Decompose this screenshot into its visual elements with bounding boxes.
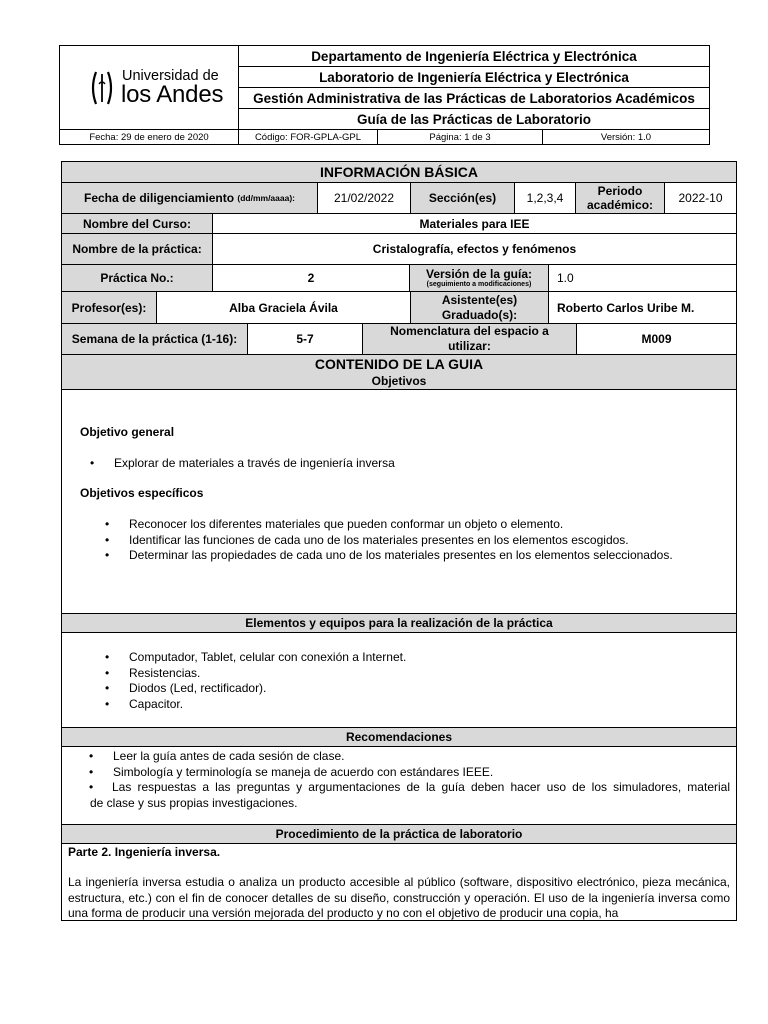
course-label: Nombre del Curso: xyxy=(61,213,213,234)
professor-value: Alba Graciela Ávila xyxy=(156,291,411,324)
space-value: M009 xyxy=(576,323,737,355)
part2-paragraph: La ingeniería inversa estudia o analiza un producto accesible al público (software, dispositivo electrónico, pieza mecánica, estructura, etc.) con el fin de conocer detalles de su diseño, construcción y operación. El uso de la ingeniería inversa como una forma de producir una versión mejorada del producto y no con el objetivo de producir una copia, ha xyxy=(68,875,730,920)
equipment-title: Elementos y equipos para la realización de la práctica xyxy=(61,613,737,633)
practice-name-label: Nombre de la práctica: xyxy=(61,233,213,265)
sections-value: 1,2,3,4 xyxy=(514,182,576,214)
header-department: Departamento de Ingeniería Eléctrica y Electrónica xyxy=(238,45,710,67)
part2-title: Parte 2. Ingeniería inversa. xyxy=(68,845,221,859)
specific-objectives-title: Objetivos específicos xyxy=(80,486,204,500)
list-item: • Determinar las propiedades de cada uno de los materiales presentes en los elementos seleccionados. xyxy=(129,548,729,564)
procedure-title: Procedimiento de la práctica de laboratorio xyxy=(61,824,737,844)
period-label: Periodo académico: xyxy=(575,182,665,214)
sections-label: Sección(es) xyxy=(410,182,515,214)
list-item: • Explorar de materiales a través de ingeniería inversa xyxy=(114,456,714,472)
header-guide: Guía de las Prácticas de Laboratorio xyxy=(238,108,710,130)
header-version: Versión: 1.0 xyxy=(542,129,710,145)
recommendations-title: Recomendaciones xyxy=(61,727,737,747)
header-date: Fecha: 29 de enero de 2020 xyxy=(59,129,239,145)
course-value: Materiales para IEE xyxy=(212,213,737,234)
list-item: • Capacitor. xyxy=(129,697,729,713)
fill-date-label: Fecha de diligenciamiento (dd/mm/aaaa): xyxy=(61,182,318,214)
header-management: Gestión Administrativa de las Prácticas de Laboratorios Académicos xyxy=(238,87,710,109)
equipment-list xyxy=(129,650,729,712)
list-item: • Identificar las funciones de cada uno de los materiales presentes en los elementos escogidos. xyxy=(129,533,729,549)
basic-info-title: INFORMACIÓN BÁSICA xyxy=(61,161,737,183)
list-item: • Resistencias. xyxy=(129,666,729,682)
list-item: • Computador, Tablet, celular con conexión a Internet. xyxy=(129,650,729,666)
university-logo xyxy=(88,68,228,112)
professor-label: Profesor(es): xyxy=(61,291,157,324)
week-label: Semana de la práctica (1-16): xyxy=(61,323,248,355)
week-value: 5-7 xyxy=(247,323,363,355)
guide-version-label: Versión de la guía: (seguimiento a modificaciones) xyxy=(409,264,549,292)
list-item: • Reconocer los diferentes materiales que pueden conformar un objeto o elemento. xyxy=(129,517,729,533)
list-item: • Simbología y terminología se maneja de acuerdo con estándares IEEE. xyxy=(113,765,728,781)
fill-date-value: 21/02/2022 xyxy=(317,182,411,214)
specific-objectives-list xyxy=(129,517,729,564)
general-objective-title: Objetivo general xyxy=(80,425,175,439)
logo-line2: los Andes xyxy=(121,81,224,108)
recommendation-long: • Las respuestas a las preguntas y argumentaciones de la guía deben hacer uso de los simuladores, material de clase y sus propias investigaciones. xyxy=(89,780,730,810)
header-code: Código: FOR-GPLA-GPL xyxy=(238,129,378,145)
header-page: Página: 1 de 3 xyxy=(377,129,543,145)
recommendations-list xyxy=(113,749,728,780)
list-item: • Diodos (Led, rectificador). xyxy=(129,681,729,697)
space-label: Nomenclatura del espacio a utilizar: xyxy=(362,323,577,355)
period-value: 2022-10 xyxy=(664,182,737,214)
list-item: • Leer la guía antes de cada sesión de clase. xyxy=(113,749,728,765)
logo-line1: Universidad de xyxy=(122,68,219,84)
guide-version-value: 1.0 xyxy=(548,264,737,292)
content-title: CONTENIDO DE LA GUIA Objetivos xyxy=(61,354,737,390)
header-laboratory: Laboratorio de Ingeniería Eléctrica y Electrónica xyxy=(238,66,710,88)
general-objective-list xyxy=(114,456,714,472)
assistant-label: Asistente(es) Graduado(s): xyxy=(410,291,549,324)
assistant-value: Roberto Carlos Uribe M. xyxy=(548,291,737,324)
university-logo-icon xyxy=(88,68,116,108)
objectives-section xyxy=(61,389,737,614)
practice-no-value: 2 xyxy=(212,264,410,292)
practice-no-label: Práctica No.: xyxy=(61,264,213,292)
practice-name-value: Cristalografía, efectos y fenómenos xyxy=(212,233,737,265)
